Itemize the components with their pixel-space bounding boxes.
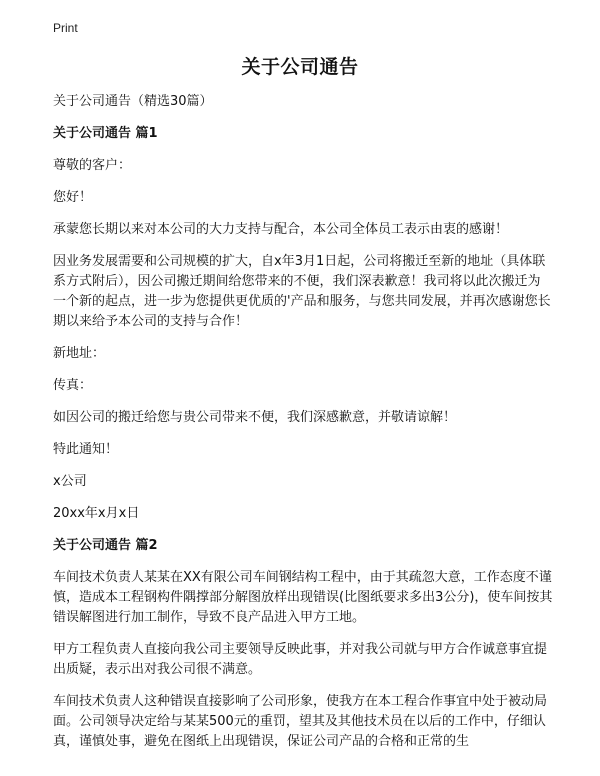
document-subtitle: 关于公司通告（精选30篇） <box>53 94 213 109</box>
page-title: 关于公司通告 <box>241 56 359 78</box>
section-heading-1: 关于公司通告 篇1 <box>53 126 158 141</box>
document-body <box>53 92 553 764</box>
notice-text: 特此通知！ <box>53 442 119 457</box>
section-heading-2: 关于公司通告 篇2 <box>53 538 158 553</box>
signature-date: 20xx年x月x日 <box>53 506 140 521</box>
greeting-text: 尊敬的客户： <box>53 158 132 173</box>
fax-label: 传真： <box>53 378 93 393</box>
hello-text: 您好！ <box>53 190 93 205</box>
relocation-paragraph: 因业务发展需要和公司规模的扩大，自x年3月1日起，公司将搬迁至新的地址（具体联系方式附后），因公司搬迁期间给您带来的不便，我们深表歉意！我司将以此次搬迁为一个新的起点，进一步为您提供更优质的'产品和服务，与您共同发展，并再次感谢您长期以来给予本公司的支持与合作！ <box>53 254 551 329</box>
penalty-paragraph: 车间技术负责人这种错误直接影响了公司形象，使我方在本工程合作事宜中处于被动局面。公司领导决定给与某某500元的重罚，望其及其他技术员在以后的工作中，仔细认真，谨慎处事，避免在图纸上出现错误，保证公司产品的合格和正常的生 <box>53 694 548 749</box>
print-link[interactable]: Print <box>53 21 78 35</box>
thanks-paragraph: 承蒙您长期以来对本公司的大力支持与配合，本公司全体员工表示由衷的感谢！ <box>53 222 509 237</box>
new-address-label: 新地址： <box>53 346 106 361</box>
complaint-paragraph: 甲方工程负责人直接向我公司主要领导反映此事，并对我公司就与甲方合作诚意事宜提出质疑，表示出对我公司很不满意。 <box>53 642 548 677</box>
apology-paragraph: 如因公司的搬迁给您与贵公司带来不便，我们深感歉意，并敬请谅解！ <box>53 410 457 425</box>
incident-paragraph: 车间技术负责人某某在XX有限公司车间钢结构工程中，由于其疏忽大意，工作态度不谨慎，造成本工程钢构件隅撑部分解图放样出现错误(比图纸要求多出3公分)，使车间按其错误解图进行加工制作，导致不良产品进入甲方工地。 <box>53 570 553 625</box>
company-signature: x公司 <box>53 474 87 489</box>
